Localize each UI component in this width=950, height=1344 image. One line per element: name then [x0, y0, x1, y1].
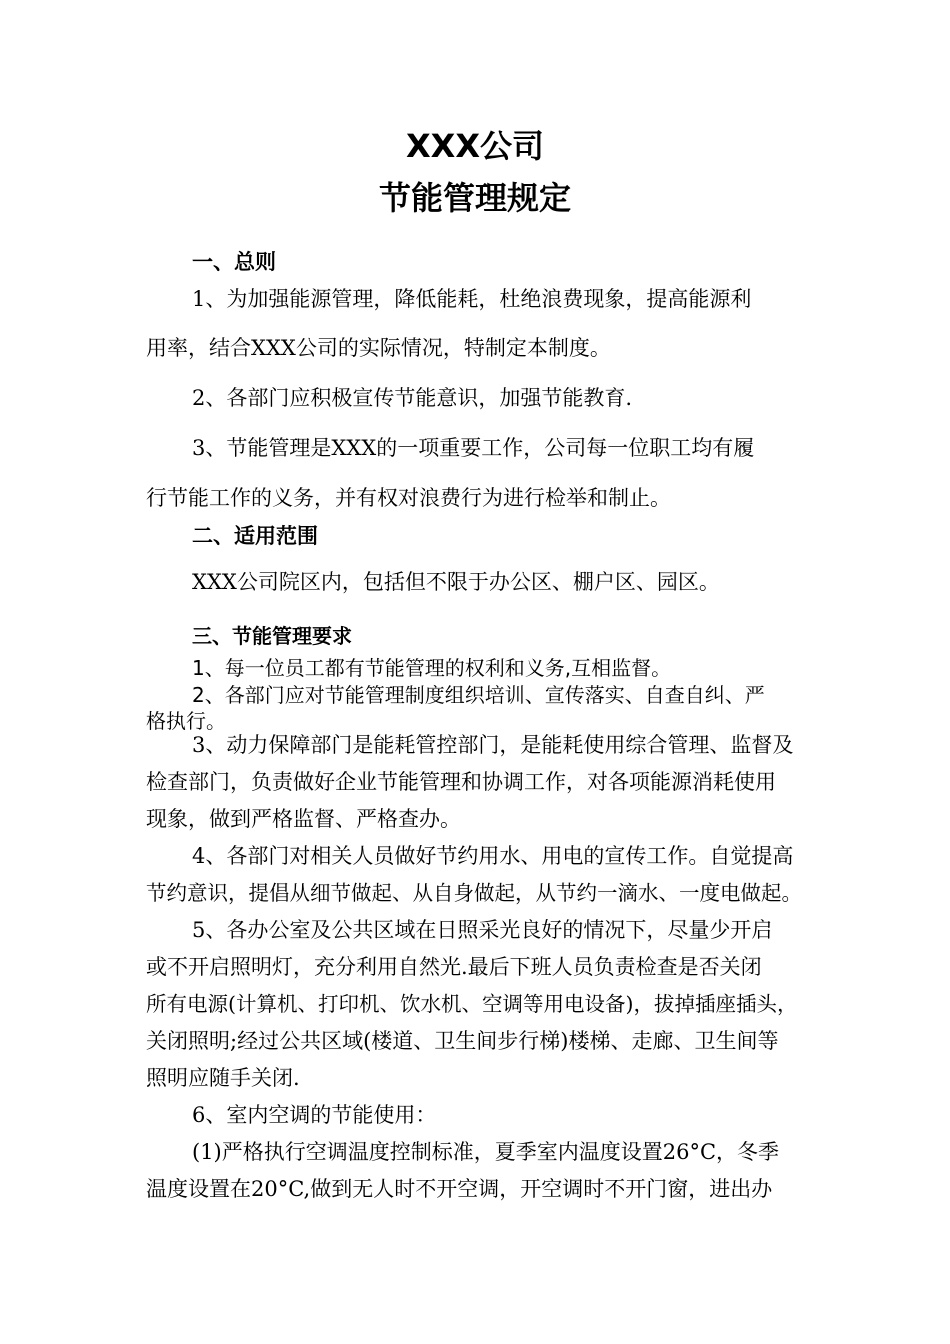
section-heading-requirements: 三、节能管理要求	[192, 624, 352, 648]
paragraph-line: 5、各办公室及公共区域在日照采光良好的情况下，尽量少开启	[192, 918, 773, 942]
section-heading-scope: 二、适用范围	[192, 524, 318, 548]
paragraph-line: 或不开启照明灯，充分利用自然光.最后下班人员负责检查是否关闭	[146, 955, 762, 979]
paragraph-line: 4、各部门对相关人员做好节约用水、用电的宣传工作。自觉提高	[192, 844, 794, 868]
document-title: 节能管理规定	[378, 179, 571, 217]
list-item: 1、每一位员工都有节能管理的权利和义务,互相监督。	[192, 656, 672, 680]
list-item: 2、各部门应对节能管理制度组织培训、宣传落实、自查自纠、严	[192, 683, 765, 707]
paragraph-line: (1)严格执行空调温度控制标准，夏季室内温度设置26°C，冬季	[192, 1140, 780, 1164]
paragraph-line: 关闭照明;经过公共区域(楼道、卫生间步行梯)楼梯、走廊、卫生间等	[146, 1029, 779, 1053]
paragraph-line: XXX公司院区内，包括但不限于办公区、棚户区、园区。	[192, 570, 720, 594]
paragraph-line: 所有电源(计算机、打印机、饮水机、空调等用电设备)，拔掉插座插头，	[146, 992, 798, 1016]
paragraph-line: 现象，做到严格监督、严格查办。	[146, 807, 461, 831]
section-heading-general: 一、总则	[192, 250, 276, 274]
paragraph-line: 节约意识，提倡从细节做起、从自身做起，从节约一滴水、一度电做起。	[146, 881, 802, 905]
paragraph-line: 1、为加强能源管理，降低能耗，杜绝浪费现象，提高能源利	[192, 287, 752, 311]
document-title-company: XXX公司	[405, 127, 545, 165]
paragraph-line: 检查部门，负责做好企业节能管理和协调工作，对各项能源消耗使用	[146, 770, 776, 794]
paragraph-line: 2、各部门应积极宣传节能意识，加强节能教育.	[192, 386, 633, 410]
paragraph-line: 行节能工作的义务，并有权对浪费行为进行检举和制止。	[146, 486, 671, 510]
paragraph-line: 6、室内空调的节能使用：	[192, 1103, 437, 1127]
paragraph-line: 3、动力保障部门是能耗管控部门，是能耗使用综合管理、监督及	[192, 733, 794, 757]
paragraph-line: 用率，结合XXX公司的实际情况，特制定本制度。	[146, 336, 611, 360]
list-item: 格执行。	[146, 709, 226, 733]
paragraph-line: 3、节能管理是XXX的一项重要工作，公司每一位职工均有履	[192, 436, 755, 460]
paragraph-line: 照明应随手关闭.	[146, 1066, 300, 1090]
paragraph-line: 温度设置在20°C,做到无人时不开空调，开空调时不开门窗，进出办	[146, 1177, 773, 1201]
